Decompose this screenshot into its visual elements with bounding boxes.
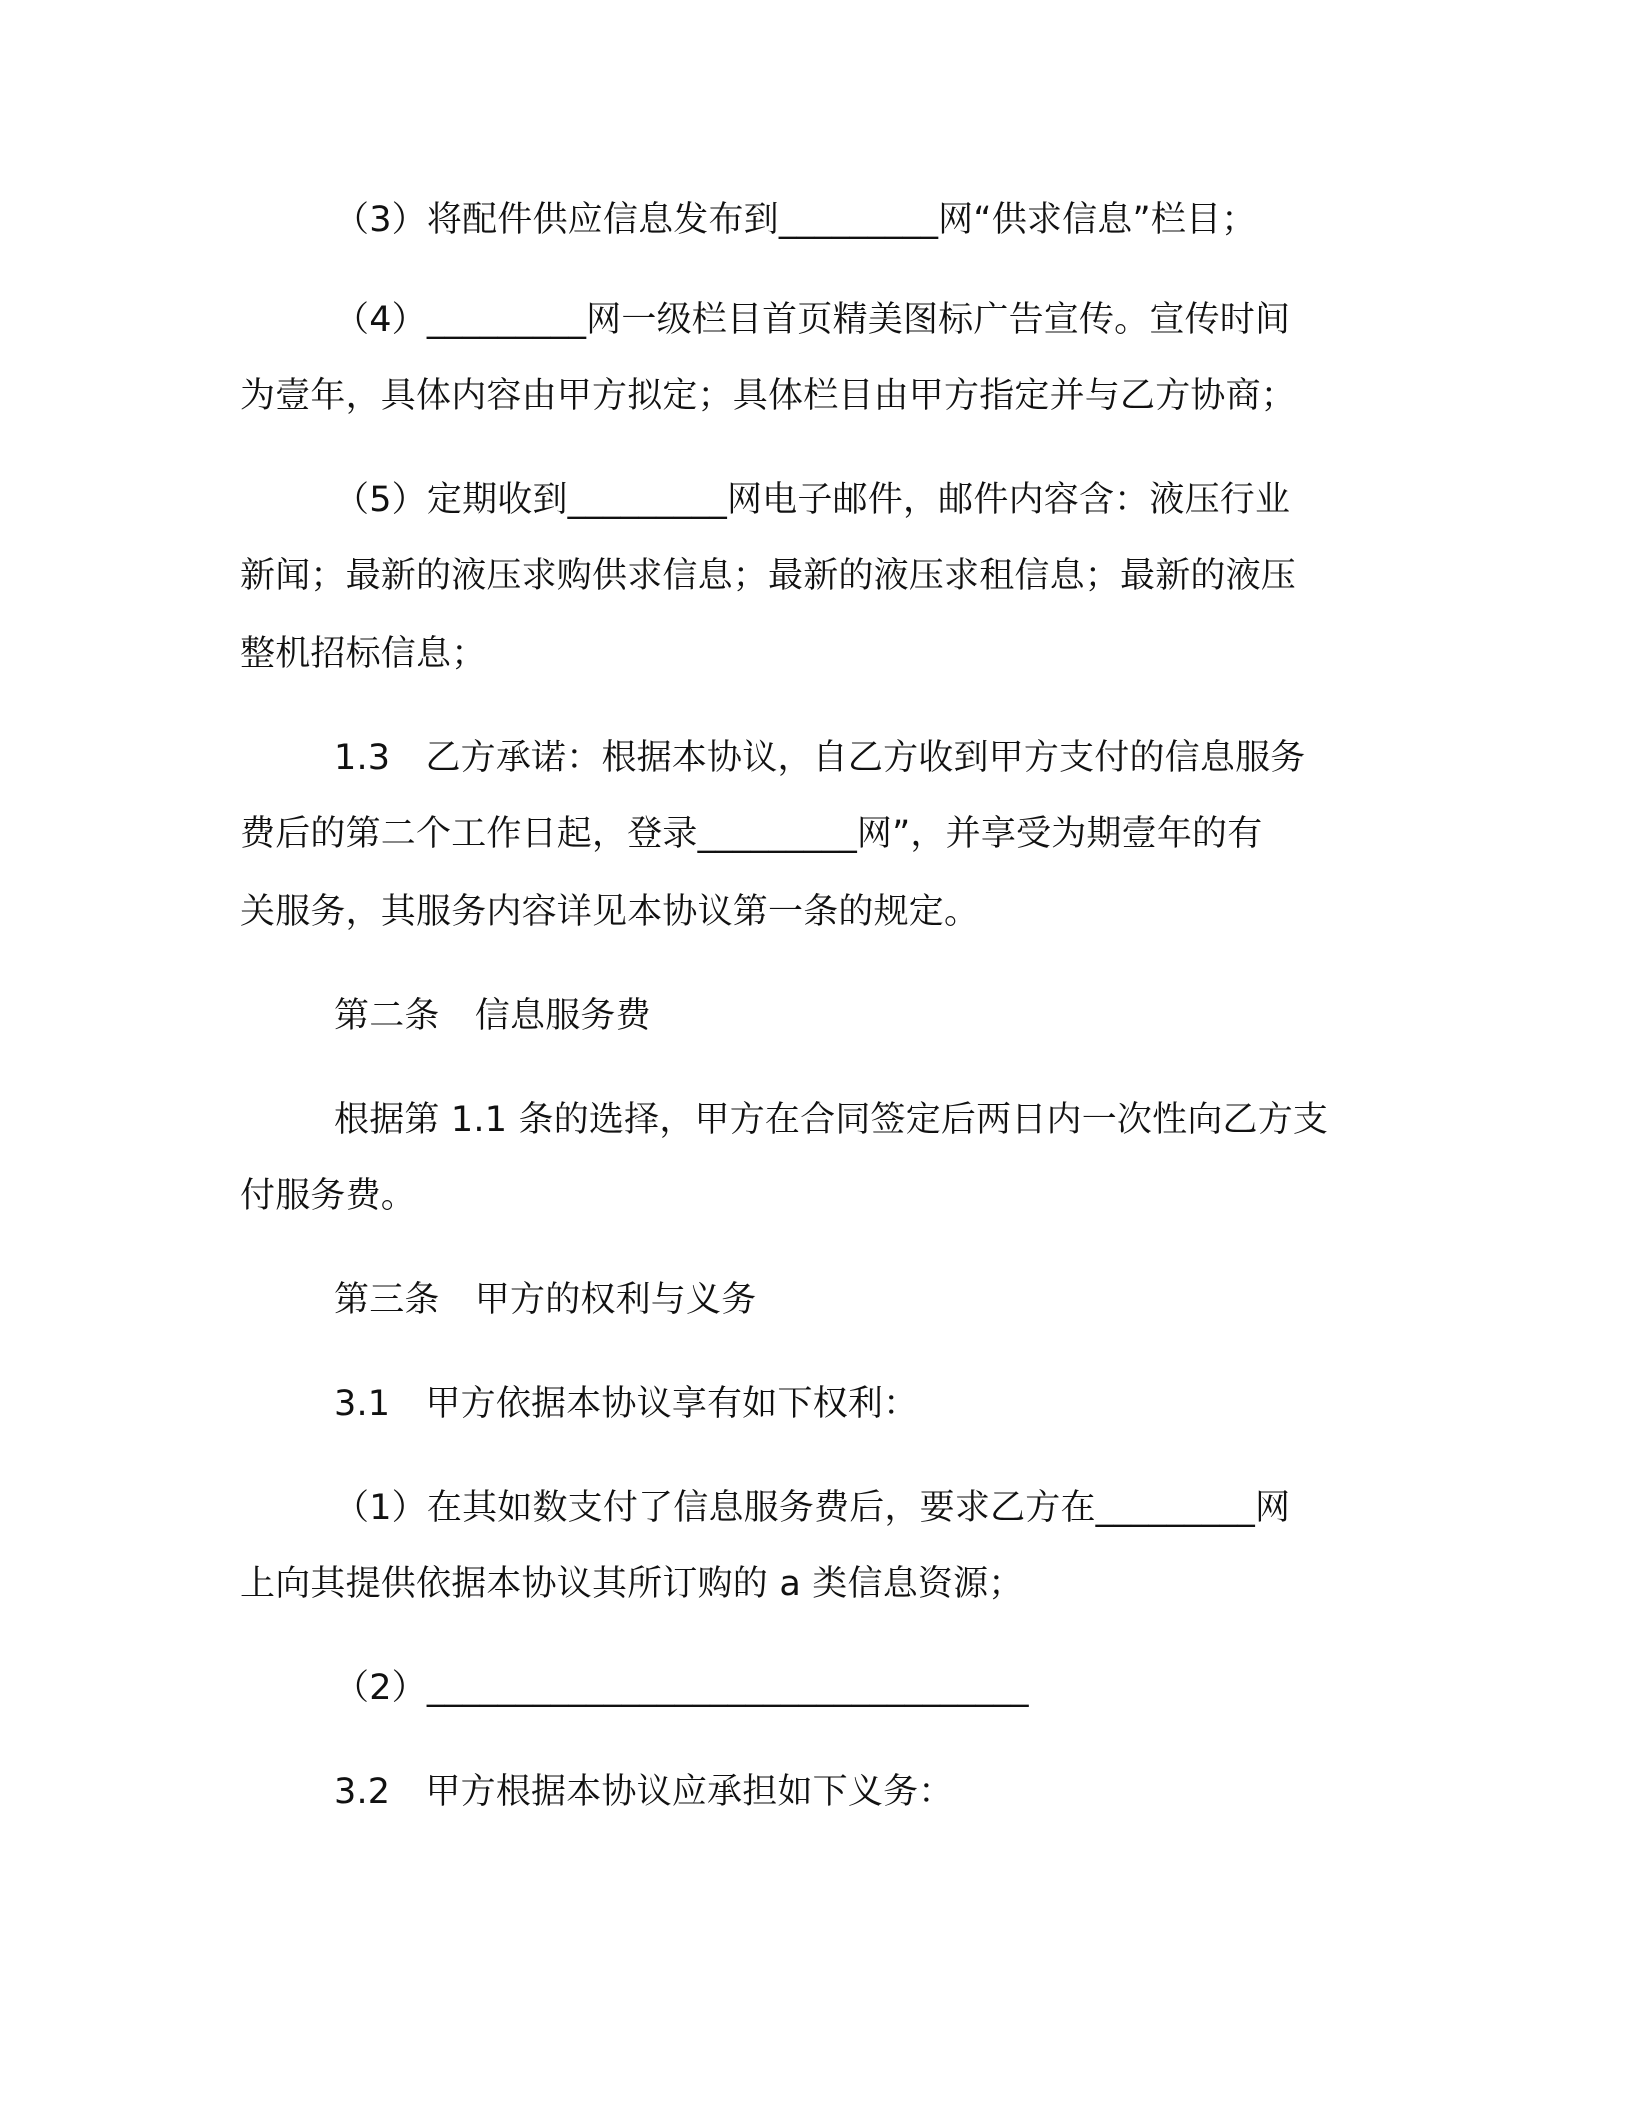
section-heading-2: 第二条 信息服务费: [334, 996, 651, 1036]
clause-1-3-line-2: 费后的第二个工作日起，登录_________网”，并享受为期壹年的有: [240, 814, 1263, 854]
clause-3-2: 3.2 甲方根据本协议应承担如下义务：: [334, 1772, 954, 1812]
clause-item-5-line-2: 新闻；最新的液压求购供求信息；最新的液压求租信息；最新的液压: [240, 556, 1297, 596]
section-heading-3: 第三条 甲方的权利与义务: [334, 1280, 757, 1320]
fee-paragraph-line-2: 付服务费。: [240, 1176, 417, 1216]
clause-item-4-line-1: （4）_________网一级栏目首页精美图标广告宣传。宣传时间: [334, 300, 1291, 340]
right-item-1-line-2: 上向其提供依据本协议其所订购的 a 类信息资源；: [240, 1564, 1024, 1604]
clause-item-4-line-2: 为壹年，具体内容由甲方拟定；具体栏目由甲方指定并与乙方协商；: [240, 376, 1297, 416]
right-item-1-line-1: （1）在其如数支付了信息服务费后，要求乙方在_________网: [334, 1488, 1291, 1528]
clause-item-5-line-1: （5）定期收到_________网电子邮件，邮件内容含：液压行业: [334, 480, 1291, 520]
clause-item-5-line-3: 整机招标信息；: [240, 634, 487, 674]
clause-1-3-line-3: 关服务，其服务内容详见本协议第一条的规定。: [240, 892, 980, 932]
clause-1-3-line-1: 1.3 乙方承诺：根据本协议，自乙方收到甲方支付的信息服务: [334, 738, 1306, 778]
fee-paragraph-line-1: 根据第 1.1 条的选择，甲方在合同签定后两日内一次性向乙方支: [334, 1100, 1329, 1140]
clause-3-1: 3.1 甲方依据本协议享有如下权利：: [334, 1384, 919, 1424]
right-item-2: （2）__________________________________: [334, 1668, 1029, 1708]
clause-item-3: （3）将配件供应信息发布到_________网“供求信息”栏目；: [334, 200, 1257, 240]
